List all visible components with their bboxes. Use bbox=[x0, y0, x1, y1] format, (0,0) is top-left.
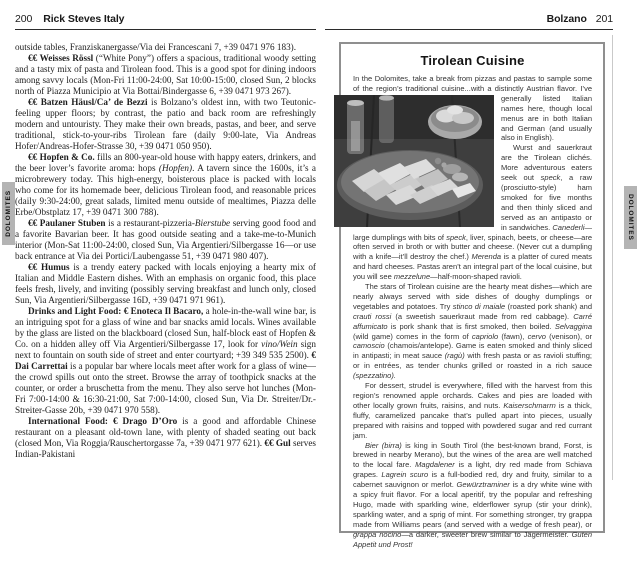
paragraph: In the Dolomites, take a break from pizzas and pastas to sample some of the region’s traditional cuisine...with a distinctly Austrian flavor. I’ve generally listed Italian names here, though local menus are in both Italian and German (and usually also in English). bbox=[353, 74, 592, 143]
sidebar-title: Tirolean Cuisine bbox=[420, 53, 525, 68]
section-title: Bolzano bbox=[546, 13, 587, 25]
paragraph: €€ Hopfen & Co. fills an 800-year-old house with happy eaters, drinkers, and the beer lover’s favorite aroma: hops (Hopfen). A tavern since the 1600s, it’s a microbrewery today. This high-energy, boisterous place is packed with locals who come for its homemade beer, delicious Tirolean food, and reasonable prices (daily 9:30-24:00, great salads, limited menu outside of mealtimes, Piazza delle Erbe/Obstplatz 17, +39 0471 300 788). bbox=[15, 152, 317, 217]
paragraph: Wurst and sauerkraut are the Tirolean clichés. More adventurous eaters seek out speck, a raw (prosciutto-style) ham smoked for five months and then thinly sliced and served as an antipasto or in sandwiches. Canederli—large dumplings with bits of speck, liver, spinach, beets, or cheese—are often served in broth or with butter and cheese. (Never cut a dumpling with a knife—it’ll destroy the chef.) Merenda is a platter of cured meats and hard cheeses. Pastas aren’t an integral part of the local cuisine, but you will see mezzelune—half-moon-shaped ravioli. bbox=[353, 143, 592, 282]
left-page-text bbox=[15, 42, 316, 460]
dolomites-tab-right bbox=[624, 186, 637, 249]
dolomites-tab-left bbox=[2, 182, 15, 245]
paragraph: €€ Paulaner Stuben is a restaurant-pizzeria-Bierstube serving good food and a favorite Bavarian beer. It has good outside seating and a take-me-to-Munich interior (Mon-Sat 11:00-24:00, closed Sun, Via Argentieri/Silbergasse 16—or use back entrance at Via dei Portici/Laubengasse 51, +39 0471 980 407). bbox=[15, 218, 317, 261]
platter-illustration bbox=[334, 95, 494, 227]
paragraph: International Food: € Drago D’Oro is a good and affordable Chinese restaurant on a pleasant old-town lane, with plenty of shaded seating out back (closed Mon, Via Roggia/Rauschertorgasse 7a, +39 0471 977 621). €€ Gul serves Indian-Pakistani bbox=[15, 416, 316, 459]
paragraph: €€ Batzen Häusl/Ca’ de Bezzi is Bolzano’s oldest inn, with two Teutonic-feeling upper floors; by contrast, the patio and back room are refreshingly modern and untouristy. They make their own breads, pastas, and beer, and serve traditional, stick-to-your-ribs Tirolean fare (daily 9:00-late, Via Andreas Hofer/Andreas-Hofer-Strasse 30, +39 0471 050 950). bbox=[15, 97, 316, 151]
paragraph: outside tables, Franziskanergasse/Via dei Francescani 7, +39 0471 976 183). bbox=[15, 42, 297, 52]
paragraph: Bier (birra) is king in South Tirol (the best-known brand, Forst, is brewed in nearby Merano), but the wines of the area are well matched to the local fare. Magdalener is a light, dry red made from Schiava grapes. Lagrein scuro is a full-bodied red, dry and fruity, similar to a cabernet sauvignon or merlot. Gewürztraminer is a dry white wine with a spicy fruit flavor. For a local aperitif, try the popular and refreshing Hugo, made with sparkling wine, elderflower syrup (stir your drink), sparkling water, and a sprig of mint. For something stronger, try grappa made from Williams pears (and served with a wedge of fresh pear), or grappa nocino—a darker, sweeter brew similar to Jägermeister. Guten Appetit und Prost! bbox=[353, 440, 593, 549]
dolomites-tab-right-label: DOLOMITES bbox=[627, 194, 634, 241]
left-page-header bbox=[15, 13, 316, 25]
book-title: Rick Steves Italy bbox=[43, 13, 125, 25]
right-page-header bbox=[325, 13, 613, 25]
right-header-rule bbox=[325, 29, 613, 30]
bread-basket bbox=[428, 105, 482, 139]
paragraph: Drinks and Light Food: € Enoteca Il Bacaro, a hole-in-the-wall wine bar, is an intriguing spot for a glass of wine and bar snacks amid locals. Wines available by the glass are listed on the blackboard (closed Sun, half-block east of Hopfen & Co. on a hidden alley off Via Argentieri/Silbergasse 17, look for vino/Wein sign next to fountain on south side of street and enter courtyard; +39 349 535 2500). € Dai Carrettai is a popular bar where locals meet after work for a glass of wine—the crowd spills out onto the street. Browse the array of toothpick snacks at the counter, or order a bruschetta from the menu. They also serve hot lunches (Mon-Fri 7:00-14:00 & 16:30-21:00, Sat 7:00-14:00, closed Sun, Via Dr. Streiter/Dr.-Streiter-Gasse 20b, +39 0471 970 558). bbox=[15, 306, 316, 415]
left-header-rule bbox=[15, 29, 316, 30]
paragraph: €€ Humus is a trendy eatery packed with locals enjoying a hearty mix of Italian and Middle Eastern dishes. With an emphasis on organic food, this place feels fresh, lively, and inviting (possibly serving breakfast and lunch only, closed Sun, Via Argentieri/Silbergasse 16D, +39 0471 971 961). bbox=[15, 262, 316, 305]
paragraph: €€ Weisses Rössl (“White Pony”) offers a spacious, traditional woody setting and a tasty mix of pasta and Tirolean food. This is a good spot for dining indoors among savvy locals (Mon-Fri 11:00-24:00, Sat 10:00-15:00, closed Sun, 2 blocks north of Piazza Municipio at Via Bottai/Bindergasse 6, +39 0471 973 267). bbox=[15, 53, 317, 96]
sidebar-body bbox=[353, 74, 592, 550]
left-page bbox=[15, 13, 316, 460]
right-page-number: 201 bbox=[595, 13, 613, 25]
paragraph: For dessert, strudel is everywhere, filled with the harvest from this region’s renowned apple orchards. Cakes and pies are loaded with other locally grown fruits, raisins, and nuts. Kaiserschmarrn is a thick, fluffy, caramelized pancake that’s pulled apart into pieces, usually prepared with raisins and topped with powdered sugar and red currant jam. bbox=[353, 381, 592, 440]
right-page-edge-line bbox=[612, 35, 613, 480]
tirolean-cuisine-sidebar bbox=[339, 42, 605, 549]
speck-platter-photo bbox=[334, 95, 494, 227]
dolomites-tab-left-label: DOLOMITES bbox=[5, 190, 12, 237]
paragraph: The stars of Tirolean cuisine are the hearty meat dishes—which are nearly always served with side dishes of doughy dumplings or vegetables and potatoes. Try stinco di maiale (roasted pork shank) and crauti rossi (a sweetish sauerkraut made from red cabbage). Carré affumicato is pork shank that is first smoked, then boiled. Selvaggina (wild game) comes in the form of capriolo (fawn), cervo (venison), or camoscio (chamois/antelope). Game is eaten smoked and thinly sliced in antipasti; in meat sauce (ragù) with fresh pasta or as ravioli stuffing; or in entrées, as tender chunks grilled or roasted in a rich sauce (spezzatino). bbox=[353, 282, 593, 381]
right-page bbox=[325, 13, 613, 30]
left-page-number: 200 bbox=[15, 13, 33, 25]
